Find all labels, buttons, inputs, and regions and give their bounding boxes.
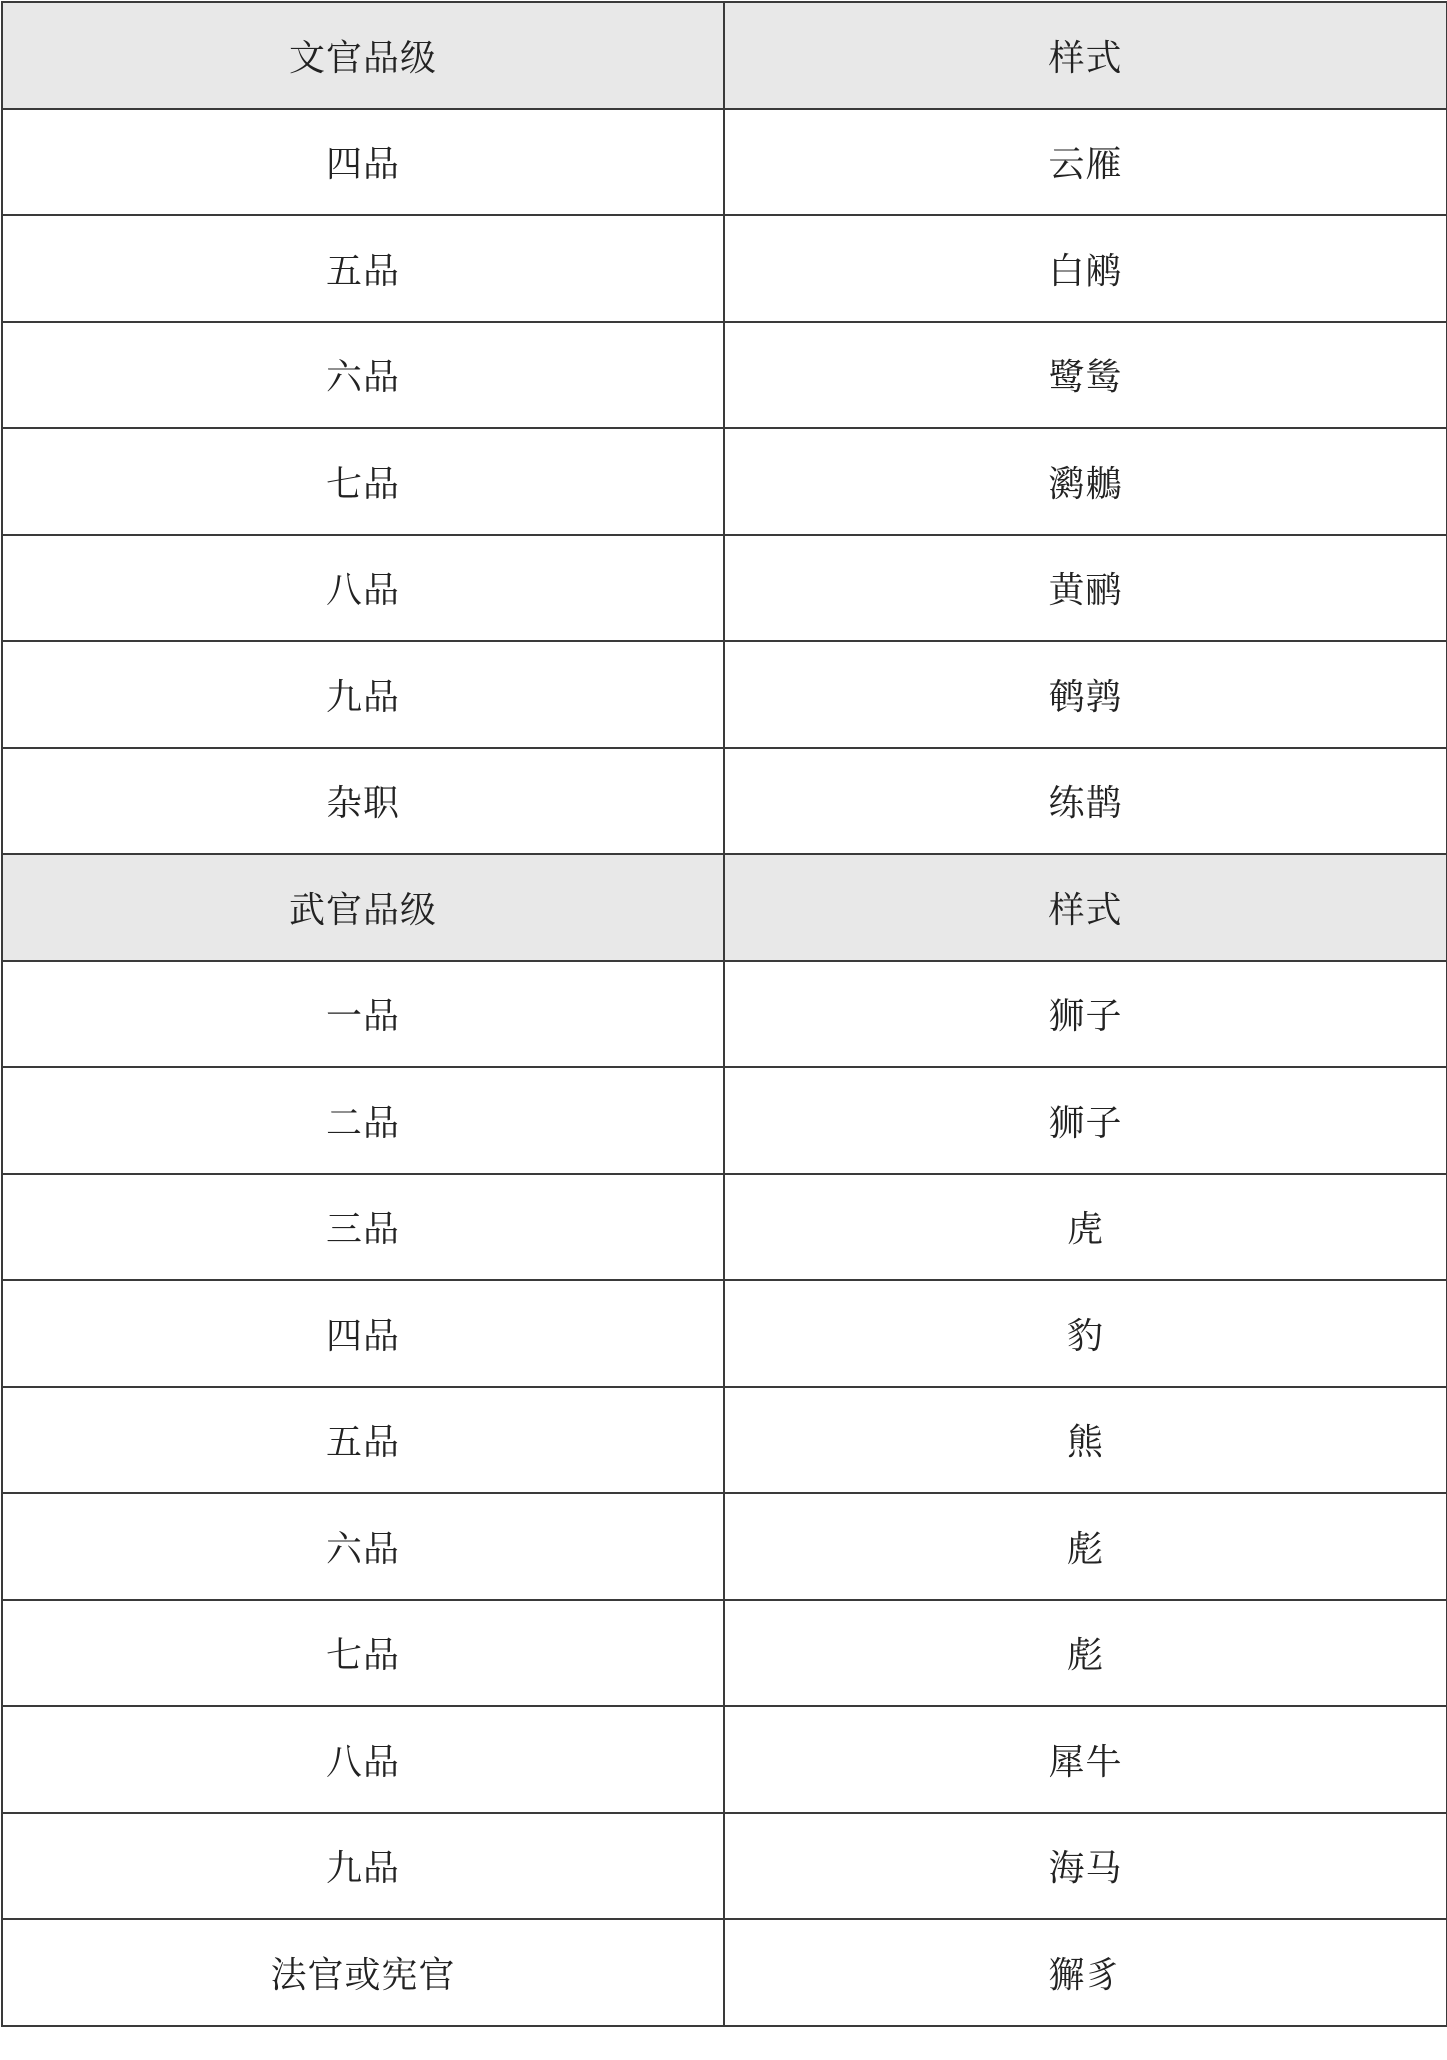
rank-cell: 五品	[2, 215, 724, 322]
style-cell: 豹	[724, 1280, 1447, 1387]
rank-cell: 杂职	[2, 748, 724, 855]
style-cell: 犀牛	[724, 1706, 1447, 1813]
civil-header-row	[2, 2, 1447, 109]
table-row	[2, 1919, 1447, 2026]
style-cell: 白鹇	[724, 215, 1447, 322]
rank-cell: 法官或宪官	[2, 1919, 724, 2026]
table-row	[2, 535, 1447, 642]
military-style-header: 样式	[724, 854, 1447, 961]
table-row	[2, 1280, 1447, 1387]
rank-cell: 二品	[2, 1067, 724, 1174]
rank-insignia-table	[1, 1, 1447, 2027]
style-cell: 彪	[724, 1493, 1447, 1600]
table-row	[2, 215, 1447, 322]
style-cell: 云雁	[724, 109, 1447, 216]
table-row	[2, 641, 1447, 748]
table-row	[2, 1387, 1447, 1494]
rank-cell: 六品	[2, 322, 724, 429]
rank-cell: 三品	[2, 1174, 724, 1281]
rank-cell: 六品	[2, 1493, 724, 1600]
rank-cell: 八品	[2, 1706, 724, 1813]
table-row	[2, 1813, 1447, 1920]
rank-cell: 四品	[2, 109, 724, 216]
style-cell: 鹭鸶	[724, 322, 1447, 429]
style-cell: 黄鹂	[724, 535, 1447, 642]
military-rank-header: 武官品级	[2, 854, 724, 961]
rank-cell: 一品	[2, 961, 724, 1068]
table-row	[2, 1067, 1447, 1174]
table-row	[2, 322, 1447, 429]
civil-rank-header: 文官品级	[2, 2, 724, 109]
style-cell: 熊	[724, 1387, 1447, 1494]
rank-cell: 七品	[2, 1600, 724, 1707]
table-row	[2, 1706, 1447, 1813]
style-cell: 虎	[724, 1174, 1447, 1281]
table-row	[2, 748, 1447, 855]
rank-cell: 八品	[2, 535, 724, 642]
style-cell: 獬豸	[724, 1919, 1447, 2026]
rank-cell: 九品	[2, 1813, 724, 1920]
style-cell: 练鹊	[724, 748, 1447, 855]
military-header-row	[2, 854, 1447, 961]
style-cell: 海马	[724, 1813, 1447, 1920]
rank-cell: 四品	[2, 1280, 724, 1387]
style-cell: 狮子	[724, 961, 1447, 1068]
rank-cell: 五品	[2, 1387, 724, 1494]
table-row	[2, 428, 1447, 535]
table-row	[2, 109, 1447, 216]
style-cell: 㶉鶒	[724, 428, 1447, 535]
table-row	[2, 1174, 1447, 1281]
rank-cell: 九品	[2, 641, 724, 748]
table-row	[2, 1493, 1447, 1600]
rank-cell: 七品	[2, 428, 724, 535]
style-cell: 狮子	[724, 1067, 1447, 1174]
style-cell: 鹌鹑	[724, 641, 1447, 748]
style-cell: 彪	[724, 1600, 1447, 1707]
table-row	[2, 1600, 1447, 1707]
civil-style-header: 样式	[724, 2, 1447, 109]
table-row	[2, 961, 1447, 1068]
